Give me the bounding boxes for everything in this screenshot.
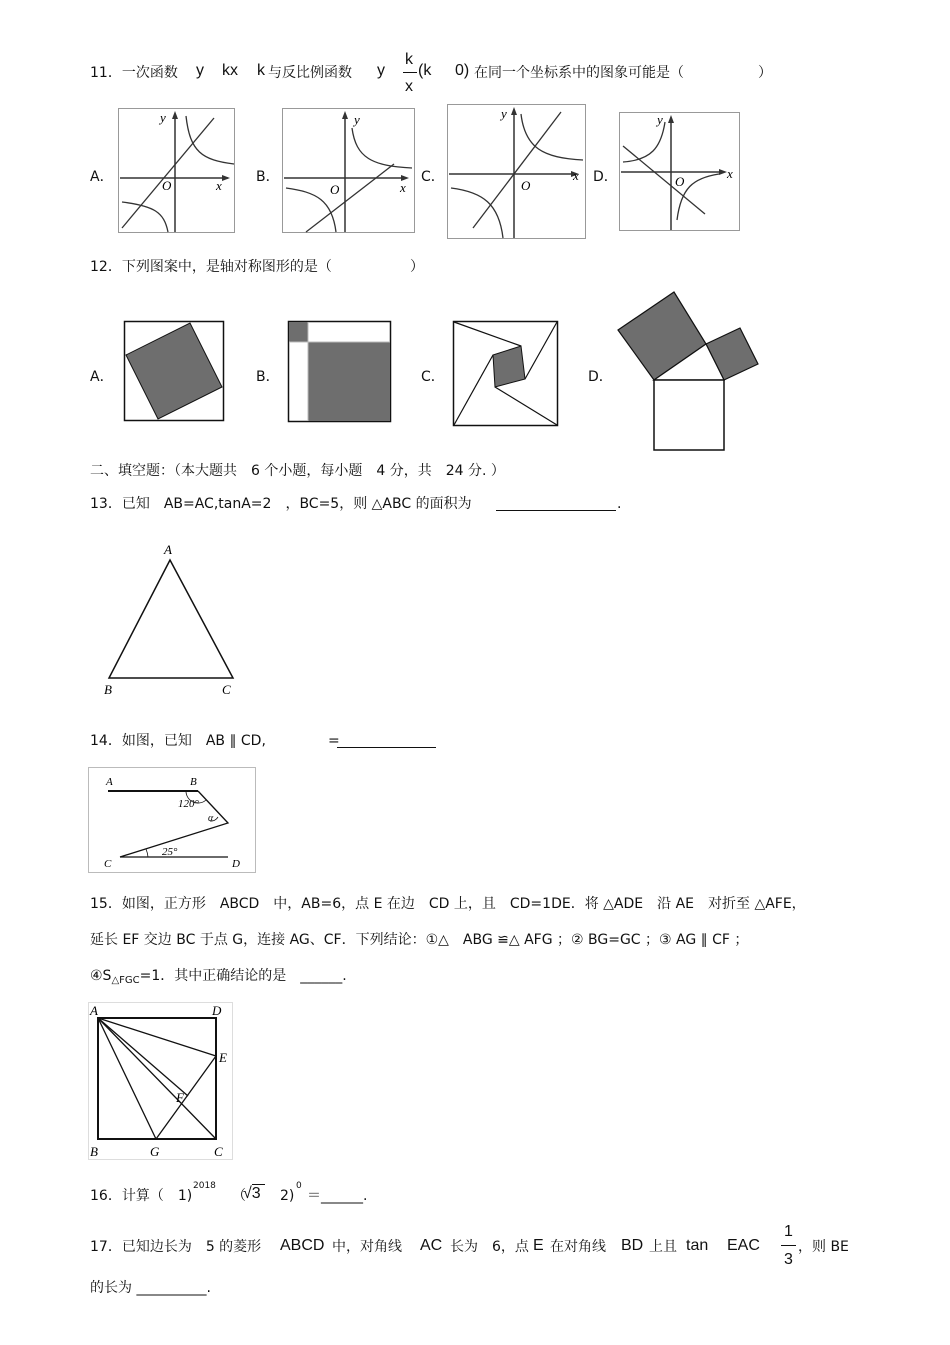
q12-figure-b xyxy=(288,321,391,422)
label-f: F xyxy=(176,1090,184,1105)
q14-question: 14．如图，已知 AB ∥ CD, xyxy=(90,733,266,749)
q17-text-4: 在对角线 xyxy=(550,1239,606,1255)
q16-sqrt: √3 xyxy=(243,1185,261,1202)
q16-suffix: ＝______. xyxy=(307,1188,368,1204)
svg-text:y: y xyxy=(501,106,507,121)
q12-close: ） xyxy=(410,259,424,275)
label-angle-25: 25° xyxy=(162,846,178,858)
q13-triangle-figure xyxy=(100,540,245,700)
q11-suffix: 在同一个坐标系中的图象可能是（ xyxy=(474,65,684,81)
label-a: A xyxy=(90,1003,98,1018)
q12-figure-c xyxy=(453,321,558,426)
q13-end: . xyxy=(617,496,622,512)
q12-question: 12．下列图案中，是轴对称图形的是（ xyxy=(90,259,332,275)
svg-text:O: O xyxy=(330,182,340,197)
q11-graph-b xyxy=(282,108,416,234)
label-c: C xyxy=(104,858,112,870)
q12-figure-d xyxy=(616,290,762,454)
q11-math-y2: y xyxy=(377,62,385,79)
q11-close: ） xyxy=(758,65,772,81)
origin-label: O xyxy=(162,178,172,193)
q15-square-figure xyxy=(88,1002,233,1160)
q11-graph-a xyxy=(118,108,236,234)
label-g: G xyxy=(150,1144,160,1159)
q11-math-k: k xyxy=(257,62,265,79)
q11-frac-bar xyxy=(403,72,417,73)
axis-x-label: x xyxy=(216,178,222,193)
label-b: B xyxy=(190,776,197,788)
q14-answer-blank[interactable] xyxy=(337,735,436,748)
svg-text:x: x xyxy=(573,168,579,183)
q17-text-5: 上且 xyxy=(649,1239,677,1255)
q11-graph-c xyxy=(447,104,587,240)
q17-text-2: 中，对角线 xyxy=(332,1239,402,1255)
q17-text-3: 长为 6，点 xyxy=(450,1239,529,1255)
label-a: A xyxy=(164,542,172,557)
q11-option-d: D． xyxy=(593,169,618,185)
q17-frac-num: 1 xyxy=(784,1223,793,1240)
q17-math-eac: EAC xyxy=(727,1237,760,1254)
q17-frac-den: 3 xyxy=(784,1251,793,1268)
q14-figure xyxy=(88,767,256,873)
q16-exponent-1: 2018 xyxy=(193,1181,216,1191)
q12-option-d: D． xyxy=(588,369,613,385)
label-e: E xyxy=(219,1050,227,1065)
axis-y-label: y xyxy=(160,110,166,125)
svg-text:x: x xyxy=(727,166,733,181)
label-b: B xyxy=(90,1144,98,1159)
q11-graph-d xyxy=(619,112,741,232)
label-c: C xyxy=(222,682,231,697)
q15-line-1: 15．如图，正方形 ABCD 中，AB=6，点 E 在边 CD 上，且 CD=1DE．将 △ADE 沿 AE 对折至 △AFE， xyxy=(90,896,806,912)
label-alpha: α xyxy=(208,813,214,824)
q11-option-a: A． xyxy=(90,169,114,185)
label-c: C xyxy=(214,1144,223,1159)
q13-answer-blank[interactable] xyxy=(496,498,616,511)
svg-text:O: O xyxy=(521,178,531,193)
q16-mid: （ xyxy=(232,1188,246,1204)
q17-math-bd: BD xyxy=(621,1237,644,1254)
label-d: D xyxy=(232,858,240,870)
svg-text:x: x xyxy=(400,180,406,195)
svg-text:O: O xyxy=(675,174,685,189)
q11-mid: 与反比例函数 xyxy=(268,65,352,81)
q17-math-e: E xyxy=(533,1237,544,1254)
q17-text-6: ，则 BE xyxy=(798,1239,849,1255)
q11-frac-den: x xyxy=(405,78,413,95)
q11-option-c: C． xyxy=(421,169,445,185)
q11-prefix: 11．一次函数 xyxy=(90,65,178,81)
q14-equals: = xyxy=(328,733,340,749)
q17-prefix: 17．已知边长为 5 的菱形 xyxy=(90,1239,262,1255)
svg-text:y: y xyxy=(657,112,663,127)
label-d: D xyxy=(212,1003,222,1018)
q17-line-2: 的长为 __________. xyxy=(90,1280,211,1296)
q13-question: 13．已知 AB=AC,tanA=2 ，BC=5，则 △ABC 的面积为 xyxy=(90,496,472,512)
q11-math-paren-k: (k xyxy=(418,62,432,79)
q17-math-ac: AC xyxy=(420,1237,443,1254)
q15-line-3: $④S_{\triangle FGC}=1$．其中正确结论的是 ______. xyxy=(90,968,347,986)
q11-option-b: B． xyxy=(256,169,280,185)
q16-prefix: 16．计算（ 1) xyxy=(90,1188,193,1204)
q17-math-tan: tan xyxy=(686,1237,709,1254)
label-angle-120: 120° xyxy=(178,798,199,810)
q12-option-a: A． xyxy=(90,369,114,385)
q16-sqrt-bar xyxy=(252,1184,265,1185)
q17-math-abcd: ABCD xyxy=(280,1237,325,1254)
q11-math-y: y xyxy=(196,62,204,79)
q17-frac-bar xyxy=(781,1245,796,1246)
label-a: A xyxy=(106,776,113,788)
q12-option-b: B． xyxy=(256,369,280,385)
q12-figure-a xyxy=(124,321,224,421)
label-b: B xyxy=(104,682,112,697)
q11-math-kx: kx xyxy=(222,62,238,79)
q12-option-c: C． xyxy=(421,369,445,385)
section-2-heading: 二、填空题：（本大题共 6 个小题，每小题 4 分，共 24 分. ） xyxy=(90,463,505,479)
q15-line-2: 延长 EF 交边 BC 于点 G，连接 AG、CF．下列结论：①△ ABG ≌△ AFG ；② BG=GC ；③ AG ∥ CF ； xyxy=(90,932,749,948)
q11-frac-num: k xyxy=(405,51,413,68)
q16-exponent-2: 0 xyxy=(296,1181,302,1191)
q11-math-zero: 0) xyxy=(455,62,470,79)
svg-text:y: y xyxy=(354,112,360,127)
q16-mid2: 2) xyxy=(266,1188,295,1204)
